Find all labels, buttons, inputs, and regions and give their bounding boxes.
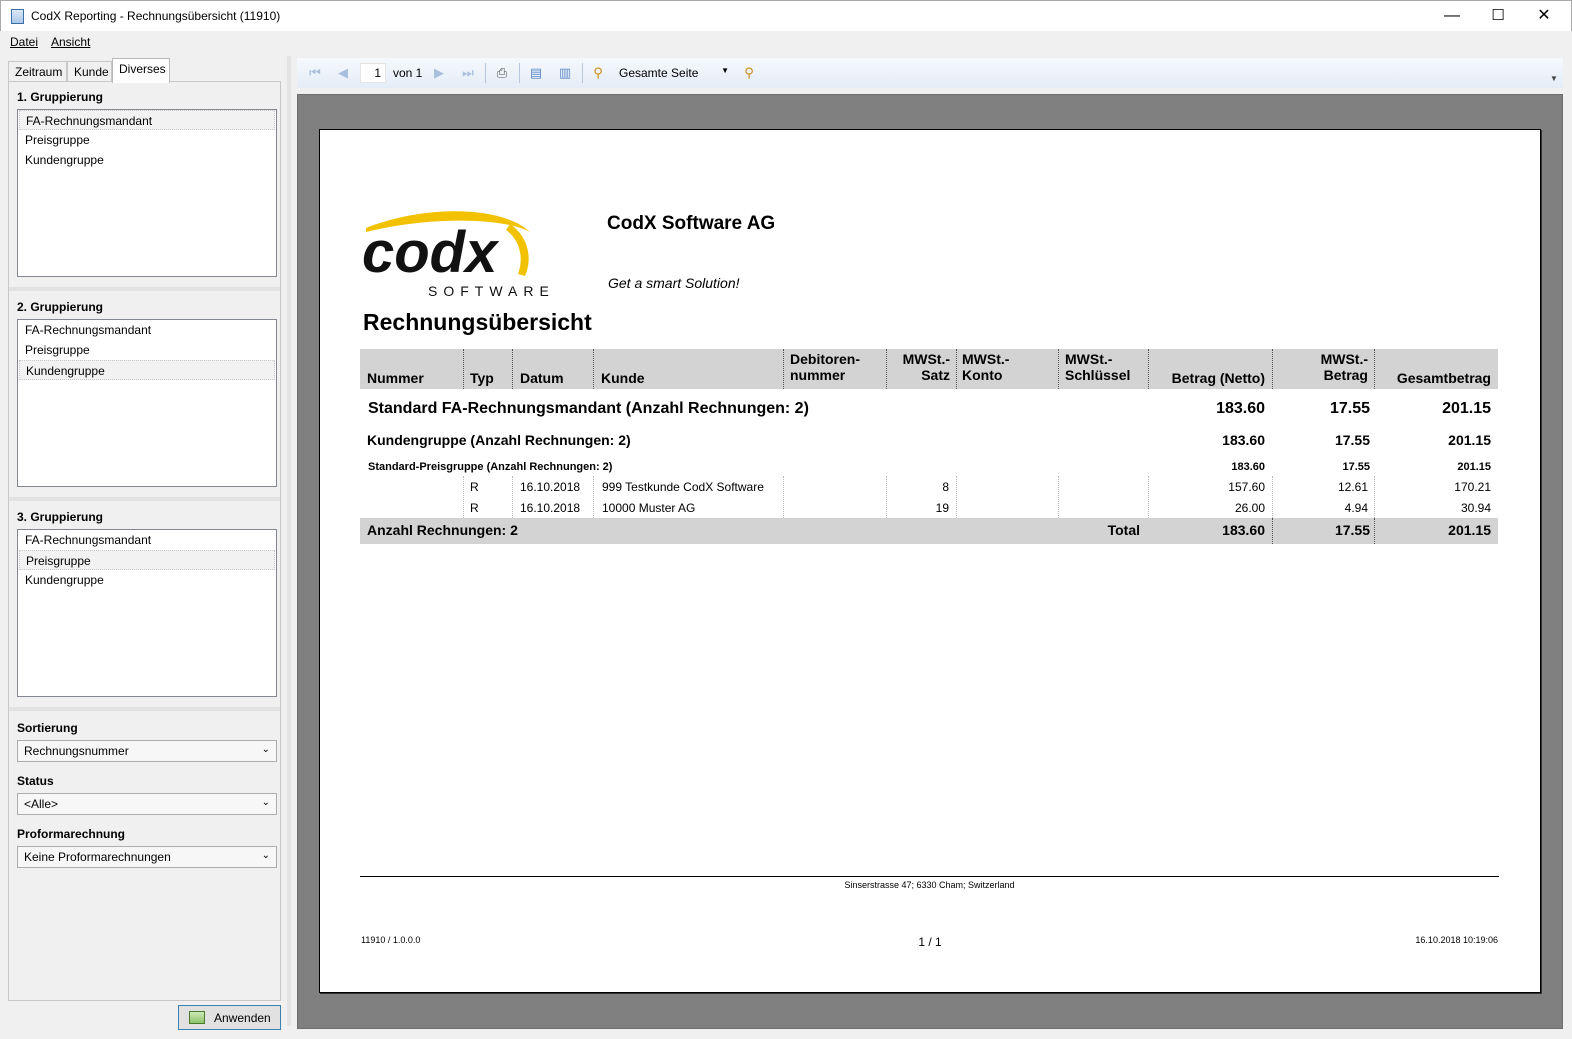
last-page-icon[interactable]: ⏭: [462, 65, 474, 80]
status-value: <Alle>: [24, 797, 59, 811]
dropdown-arrow-icon: ▼: [721, 66, 729, 75]
column-divider: [886, 476, 887, 518]
zoom-select[interactable]: [615, 63, 733, 83]
status-label: Status: [17, 774, 54, 788]
panel-splitter[interactable]: [287, 56, 291, 1026]
col-gesamtbetrag: Gesamtbetrag: [1396, 370, 1491, 386]
company-name: CodX Software AG: [607, 213, 776, 234]
apply-label: Anwenden: [214, 1011, 271, 1025]
group3-mwst: 17.55: [1342, 461, 1370, 473]
group2-mwst: 17.55: [1334, 432, 1370, 448]
footer-datetime: 16.10.2018 10:19:06: [1415, 935, 1498, 945]
group2-netto: 183.60: [1222, 432, 1265, 448]
proforma-label: Proformarechnung: [17, 827, 126, 841]
codx-logo: [360, 210, 572, 298]
page-setup-icon[interactable]: ▥: [558, 65, 572, 80]
column-divider: [593, 476, 594, 518]
row-satz: 19: [935, 501, 949, 515]
list-item[interactable]: Preisgruppe: [19, 550, 275, 570]
col-kunde: Kunde: [601, 370, 645, 386]
window-title: CodX Reporting - Rechnungsübersicht (11910): [31, 9, 281, 23]
column-divider: [1148, 349, 1149, 389]
row-mwst: 4.94: [1344, 501, 1368, 515]
footer-version: 11910 / 1.0.0.0: [361, 935, 421, 945]
footer-rule: [360, 876, 1499, 877]
tab-kunde[interactable]: Kunde: [67, 61, 112, 82]
total-gesamt: 201.15: [1448, 522, 1491, 538]
report-preview[interactable]: [297, 94, 1563, 1029]
toolbar-separator: [582, 63, 583, 83]
column-divider: [1374, 476, 1375, 518]
toolbar-separator: [485, 63, 486, 83]
row-netto: 157.60: [1228, 480, 1265, 494]
column-divider: [956, 349, 957, 389]
row-gesamt: 170.21: [1454, 480, 1491, 494]
col-mwst-betrag-line2: Betrag: [1323, 367, 1368, 383]
column-divider: [1272, 476, 1273, 518]
row-datum: 16.10.2018: [520, 501, 581, 515]
column-divider: [956, 476, 957, 518]
column-divider: [783, 349, 784, 389]
zoom-in-icon[interactable]: ⚲: [744, 65, 754, 80]
list-item[interactable]: Kundengruppe: [19, 360, 275, 380]
toolbar-separator: [519, 63, 520, 83]
sortierung-select[interactable]: [17, 740, 277, 762]
list-item[interactable]: FA-Rechnungsmandant: [25, 323, 152, 337]
report-page: [319, 129, 1541, 993]
group2-label: Kundengruppe (Anzahl Rechnungen: 2): [367, 432, 631, 448]
minimize-button[interactable]: —: [1444, 7, 1460, 24]
chevron-down-icon: ⌄: [261, 797, 270, 808]
col-mwst-satz: [890, 349, 950, 389]
logo-wordmark: codx: [362, 220, 498, 285]
separator: [9, 497, 280, 501]
col-mwst-schluessel-line1: MWSt.-: [1065, 351, 1113, 367]
row-netto: 26.00: [1234, 501, 1265, 515]
proforma-select[interactable]: [17, 846, 277, 868]
page-of-text: von 1: [393, 66, 423, 80]
next-page-icon[interactable]: ▶: [434, 65, 444, 80]
row-typ: R: [470, 501, 479, 515]
col-typ: Typ: [470, 370, 494, 386]
filter-panel: [6, 56, 284, 1002]
group3-label: Standard-Preisgruppe (Anzahl Rechnungen: 2): [368, 461, 613, 473]
group2-gesamt: 201.15: [1448, 432, 1491, 448]
close-button[interactable]: ✕: [1537, 7, 1551, 24]
row-mwst: 12.61: [1337, 480, 1368, 494]
col-betrag-netto: Betrag (Netto): [1171, 370, 1265, 386]
grouping-2-label: 2. Gruppierung: [17, 300, 104, 314]
total-label: Total: [1107, 522, 1140, 538]
list-item[interactable]: Preisgruppe: [25, 343, 90, 357]
proforma-value: Keine Proformarechnungen: [24, 850, 171, 864]
column-divider: [593, 349, 594, 389]
group1-mwst: 17.55: [1329, 400, 1370, 417]
column-divider: [463, 476, 464, 518]
menu-datei[interactable]: Datei: [10, 35, 39, 49]
total-count: Anzahl Rechnungen: 2: [367, 522, 518, 538]
group3-gesamt: 201.15: [1457, 461, 1491, 473]
col-mwst-konto: [962, 349, 1009, 389]
menu-bar: [0, 31, 1572, 53]
report-title: Rechnungsübersicht: [363, 309, 592, 335]
column-divider: [1148, 476, 1149, 518]
column-divider: [463, 349, 464, 389]
grouping-3-list[interactable]: [17, 529, 277, 697]
column-divider: [512, 349, 513, 389]
tab-diverses[interactable]: Diverses: [112, 58, 170, 83]
group3-netto: 183.60: [1231, 461, 1265, 473]
sortierung-label: Sortierung: [17, 721, 78, 735]
zoom-out-icon[interactable]: ⚲: [593, 65, 603, 80]
toolbar-overflow-icon[interactable]: ▼: [1550, 74, 1558, 83]
col-mwst-konto-line1: MWSt.-: [962, 351, 1010, 367]
chevron-down-icon: ⌄: [261, 850, 270, 861]
zoom-value: Gesamte Seite: [619, 66, 699, 80]
total-row: [360, 518, 1498, 544]
separator: [9, 707, 280, 711]
row-satz: 8: [942, 480, 949, 494]
row-gesamt: 30.94: [1460, 501, 1491, 515]
total-netto: 183.60: [1222, 522, 1265, 538]
chevron-down-icon: ⌄: [261, 744, 270, 755]
sortierung-value: Rechnungsnummer: [24, 744, 129, 758]
first-page-icon[interactable]: ⏮: [309, 65, 321, 80]
print-icon[interactable]: ⎙: [496, 65, 508, 80]
grouping-2-list[interactable]: [17, 319, 277, 487]
column-divider: [783, 476, 784, 518]
grouping-1-list[interactable]: [17, 109, 277, 277]
list-item[interactable]: Kundengruppe: [25, 573, 104, 587]
column-divider: [512, 476, 513, 518]
grouping-1-label: 1. Gruppierung: [17, 90, 104, 104]
apply-button[interactable]: [178, 1005, 281, 1030]
footer-address: Sinserstrasse 47; 6330 Cham; Switzerland: [844, 880, 1015, 890]
list-item[interactable]: Preisgruppe: [25, 133, 90, 147]
tab-zeitraum[interactable]: Zeitraum: [8, 61, 67, 82]
col-mwst-betrag: [1278, 349, 1368, 389]
tab-content-diverses: [8, 81, 281, 1001]
column-divider: [1058, 476, 1059, 518]
status-select[interactable]: [17, 793, 277, 815]
row-kunde: 10000 Muster AG: [602, 501, 696, 515]
table-header: [360, 349, 1498, 389]
app-icon: [11, 9, 24, 24]
menu-ansicht[interactable]: Ansicht: [51, 35, 91, 49]
footer-page-number: 1 / 1: [918, 935, 942, 949]
column-divider: [1272, 518, 1273, 544]
page-number-input[interactable]: 1: [360, 63, 386, 83]
apply-icon: [189, 1011, 205, 1024]
total-mwst: 17.55: [1334, 522, 1370, 538]
list-item[interactable]: Kundengruppe: [25, 153, 104, 167]
logo-subtitle: SOFTWARE: [428, 283, 555, 298]
separator: [9, 287, 280, 291]
previous-page-icon[interactable]: ◀: [338, 65, 348, 80]
maximize-button[interactable]: ☐: [1491, 7, 1505, 24]
grouping-3-label: 3. Gruppierung: [17, 510, 104, 524]
column-divider: [1272, 349, 1273, 389]
row-kunde: 999 Testkunde CodX Software: [602, 480, 764, 494]
col-mwst-betrag-line1: MWSt.-: [1320, 351, 1368, 367]
col-datum: Datum: [520, 370, 564, 386]
group1-gesamt: 201.15: [1442, 400, 1491, 417]
list-item[interactable]: FA-Rechnungsmandant: [25, 533, 152, 547]
list-item[interactable]: FA-Rechnungsmandant: [19, 110, 275, 130]
col-mwst-satz-line2: Satz: [921, 367, 950, 383]
row-datum: 16.10.2018: [520, 480, 581, 494]
column-divider: [886, 349, 887, 389]
col-nummer: Nummer: [367, 370, 424, 386]
column-divider: [1374, 349, 1375, 389]
report-toolbar: [297, 58, 1563, 88]
group1-netto: 183.60: [1216, 400, 1265, 417]
col-debitor-line1: Debitoren-: [790, 351, 860, 367]
col-mwst-konto-line2: Konto: [962, 367, 1003, 383]
col-mwst-schluessel: [1065, 349, 1130, 389]
column-divider: [1058, 349, 1059, 389]
page-layout-icon[interactable]: ▤: [529, 65, 543, 80]
col-mwst-schluessel-line2: Schlüssel: [1065, 367, 1131, 383]
col-debitor-line2: nummer: [790, 367, 846, 383]
row-typ: R: [470, 480, 479, 494]
title-bar: [0, 0, 1572, 31]
company-slogan: Get a smart Solution!: [608, 275, 740, 291]
col-mwst-satz-line1: MWSt.-: [902, 351, 950, 367]
group1-label: Standard FA-Rechnungsmandant (Anzahl Rechnungen: 2): [368, 400, 809, 417]
col-debitor: [790, 349, 860, 389]
column-divider: [1374, 518, 1375, 544]
